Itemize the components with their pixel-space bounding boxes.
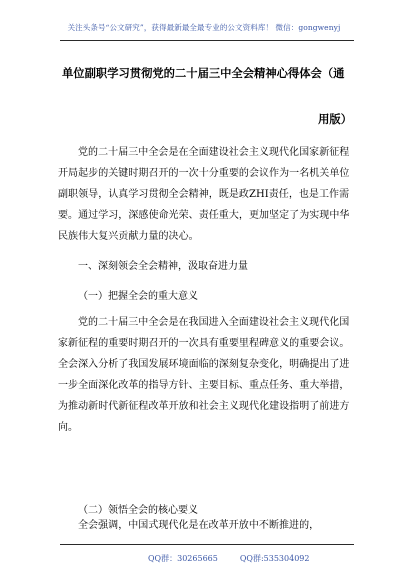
footer-qq-group-2: QQ群:535304092 [239, 554, 310, 563]
header-note: 关注头条号“公文研究”，获得最新最全最专业的公文资料库！ 微信：gongwenyj [67, 23, 341, 32]
paragraph-core-text: 全会强调，中国式现代化是在改革开放中不断推进的， [78, 520, 320, 531]
title-line-2: 用版） [318, 112, 352, 126]
footer [148, 553, 331, 564]
subsection-heading-1: （一）把握全会的重大意义 [78, 291, 198, 302]
footer-qq-group-1: QQ群：30265665 [148, 554, 218, 563]
document-title [62, 66, 352, 126]
subsection-heading-2: （二）领悟全会的核心要义 [78, 505, 198, 516]
paragraph-significance [58, 312, 358, 439]
header-divider [60, 40, 354, 41]
section-heading-1: 一、深刻领会全会精神，汲取奋进力量 [78, 261, 248, 272]
footer-divider [60, 544, 354, 545]
paragraph-significance-text: 党的二十届三中全会是在我国进入全面建设社会主义现代化国家新征程的重要时期召开的一次具有重要里程碑意义的重要会议。全会深入分析了我国发展环境面临的深刻复杂变化，明确提出了进一步全面深化改革的指导方针、主要目标、重点任务、重大举措，为推动新时代新征程改革开放和社会主义现代化建设指明了前进方向。 [58, 317, 350, 434]
paragraph-intro-text: 党的二十届三中全会是在全面建设社会主义现代化国家新征程开局起步的关键时期召开的一次十分重要的会议作为一名机关单位副职领导，认真学习贯彻全会精神，既是政ZHI责任，也是工作需要。通过学习，深感使命光荣、责任重大，更加坚定了为实现中华民族伟大复兴贡献力量的决心。 [58, 147, 350, 243]
paragraph-intro [58, 142, 358, 247]
title-line-1: 单位副职学习贯彻党的二十届三中全会精神心得体会（通 [62, 66, 345, 80]
paragraph-core [58, 515, 358, 536]
